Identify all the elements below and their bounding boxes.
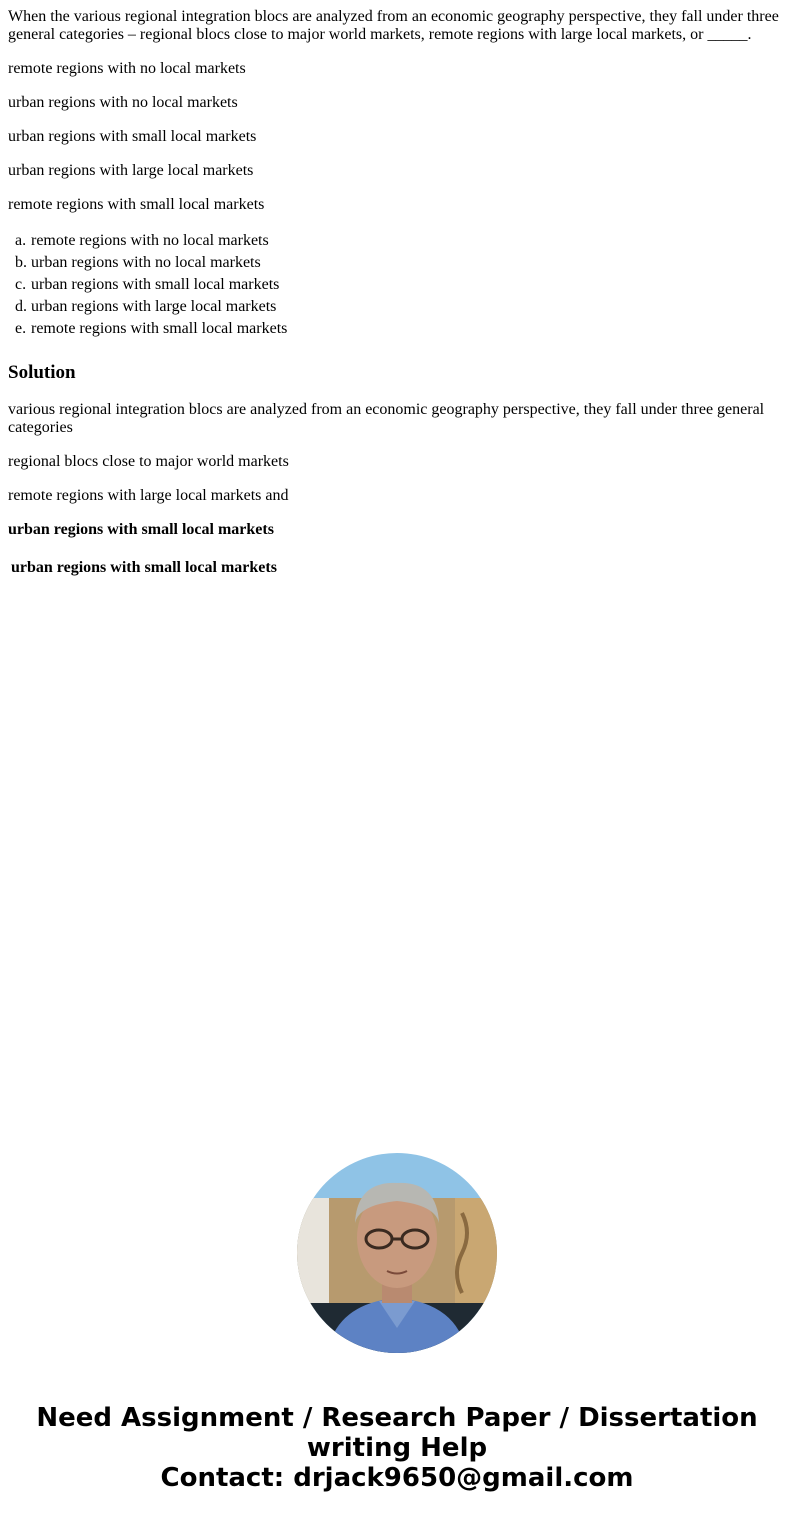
list-item (15, 230, 786, 252)
option-text: urban regions with small local markets (8, 128, 257, 145)
solution-heading: Solution (8, 362, 76, 383)
list-item-text: remote regions with small local markets (31, 320, 288, 337)
solution-paragraph: regional blocs close to major world markets (8, 453, 289, 470)
option-text: remote regions with no local markets (8, 60, 246, 77)
list-item (15, 274, 786, 296)
list-marker: d. (15, 298, 27, 315)
list-item-text: urban regions with large local markets (31, 298, 277, 315)
list-item (15, 252, 786, 274)
option-text: remote regions with small local markets (8, 196, 265, 213)
list-item-text: urban regions with no local markets (31, 254, 261, 271)
list-item-text: urban regions with small local markets (31, 276, 280, 293)
list-marker: a. (15, 232, 27, 249)
help-banner (0, 1403, 794, 1493)
author-avatar (297, 1153, 497, 1353)
list-item-text: remote regions with no local markets (31, 232, 269, 249)
author-photo-image (297, 1153, 497, 1353)
document-body (0, 0, 794, 577)
list-item (15, 296, 786, 318)
option-text: urban regions with large local markets (8, 162, 254, 179)
banner-contact: Contact: drjack9650@gmail.com (160, 1463, 634, 1493)
solution-answer: urban regions with small local markets (8, 521, 274, 538)
option-text: urban regions with no local markets (8, 94, 238, 111)
question-text: When the various regional integration blocs are analyzed from an economic geography perspective, they fall under three general categories – regional blocs close to major world markets, remote regions with large local markets, or _____. (8, 8, 779, 43)
question-options (8, 60, 786, 214)
banner-line: Need Assignment / Research Paper / Dissertation (36, 1403, 758, 1433)
solution-paragraph: various regional integration blocs are analyzed from an economic geography perspective, they fall under three general categories (8, 401, 765, 436)
banner-line: writing Help (306, 1433, 488, 1463)
list-marker: b. (15, 254, 27, 271)
answer-choice-list (8, 230, 786, 340)
solution-paragraph: remote regions with large local markets and (8, 487, 289, 504)
list-marker: c. (15, 276, 27, 293)
solution-answer-repeat: urban regions with small local markets (11, 559, 277, 576)
list-marker: e. (15, 320, 27, 337)
list-item (15, 318, 786, 340)
